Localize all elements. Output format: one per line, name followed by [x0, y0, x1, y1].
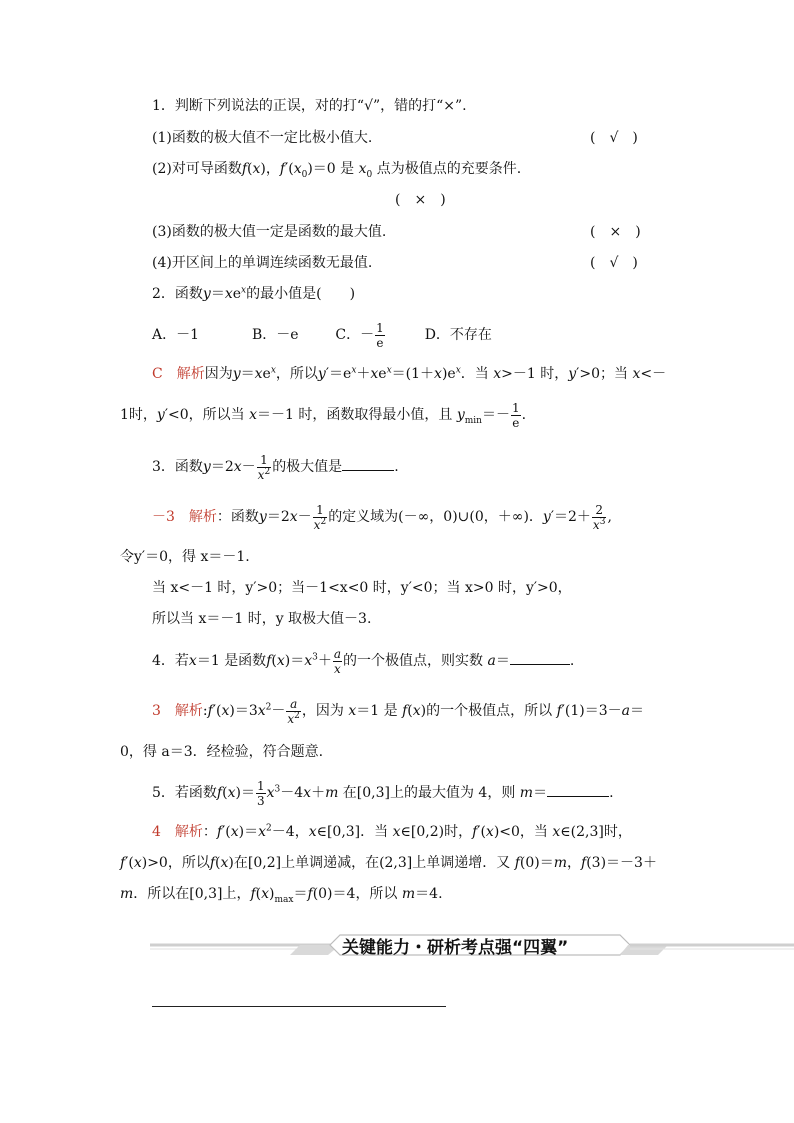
- q2-options: [152, 318, 492, 352]
- q1-item-1: (1)函数的极大值不一定比极小值大.: [152, 130, 373, 146]
- q1-stem: 1．判断下列说法的正误，对的打“√”，错的打“×”.: [152, 98, 467, 114]
- q3-solution-line-4: 所以当 x＝－1 时，y 取极大值－3.: [152, 611, 372, 627]
- q2-solution-line-2: 1时，y′<0，所以当 x＝－1 时，函数取得最小值，且 $y_{min}=-$ $\frac{1}{e}$ .: [120, 400, 527, 430]
- q3-solution-line-3: 当 x<－1 时，y′>0；当－1<x<0 时，y′<0；当 x>0 时，y′>0，: [152, 580, 572, 596]
- q1-item-2: (2)对可导函数f(x)，$f'(x_0)=0$ 是 $x_0$ 点为极值点的充要条件.: [152, 161, 522, 180]
- q2-option-c: C．－ $\frac{1}{e}$: [335, 320, 384, 350]
- q4-solution-line-2: 0，得 a＝3．经检验，符合题意.: [120, 744, 324, 760]
- q2-option-b: B．－e: [251, 327, 299, 343]
- q1-item-3: (3)函数的极大值一定是函数的最大值.: [152, 224, 387, 240]
- footnote-divider: [152, 1006, 446, 1007]
- q3-blank[interactable]: [342, 456, 394, 471]
- q3-stem: 3．函数y＝2x－ $\frac{1}{x^2}$ 的极大值是 .: [152, 452, 399, 482]
- q2-option-d: D．不存在: [424, 327, 492, 343]
- q2-solution-line-1: C 解析因为$y=xe^x$，所以$y'=e^x+xe^x=(1+x)e^x$．当 x>－1 时，y′>0；当 x<－: [152, 365, 667, 382]
- section-banner-title: 关键能力・研析考点强“四翼”: [342, 938, 569, 958]
- q3-solution-line-2: 令y′＝0，得 x＝－1.: [120, 549, 250, 565]
- q1-item-3-mark: ( × ): [590, 224, 641, 240]
- q1-item-1-mark: ( √ ): [590, 130, 638, 146]
- q3-solution-line-1: －3 解析：函数y＝2x－ $\frac{1}{x^2}$ 的定义域为(－∞，0)∪(0，＋∞)．y′＝2＋ $\frac{2}{x^3}$ ,: [152, 502, 612, 532]
- q5-solution-line-1: 4 解析：$f'(x)=x^2-4$，x∈[0,3]．当 x∈[0,2)时，f′(x)<0，当 x∈(2,3]时，: [152, 823, 632, 840]
- q1-item-4-mark: ( √ ): [590, 255, 638, 271]
- q5-stem: 5．若函数f(x)＝ $\frac{1}{3}$ $x^3-4x+m$ 在[0,3]上的最大值为 4，则 m＝ .: [152, 778, 614, 808]
- q4-solution-line-1: 3 解析$:f'(x)=3x^2-$ $\frac{a}{x^2}$ ，因为 x＝1 是 f(x)的一个极值点，所以 f′(1)＝3－a＝: [152, 696, 645, 726]
- q5-blank[interactable]: [547, 782, 609, 797]
- q1-item-2-mark: ( × ): [395, 192, 446, 208]
- q1-item-4: (4)开区间上的单调连续函数无最值.: [152, 255, 373, 271]
- q4-stem: 4．若x＝1 是函数$f(x)=x^3+$ $\frac{a}{x}$ 的一个极值点，则实数 a＝ .: [152, 646, 575, 676]
- q5-solution-line-2: f′(x)>0，所以f(x)在[0,2]上单调递减，在(2,3]上单调递增．又 f(0)＝m，f(3)＝－3＋: [120, 855, 657, 871]
- q2-option-a: A．－1: [152, 327, 200, 343]
- q2-stem: 2．函数$y=xe^x$的最小值是( ): [152, 285, 356, 302]
- q5-solution-line-3: m．所以在[0,3]上，$f(x)_{max}=f(0)=4$，所以 m＝4.: [120, 886, 443, 905]
- q4-blank[interactable]: [510, 650, 570, 665]
